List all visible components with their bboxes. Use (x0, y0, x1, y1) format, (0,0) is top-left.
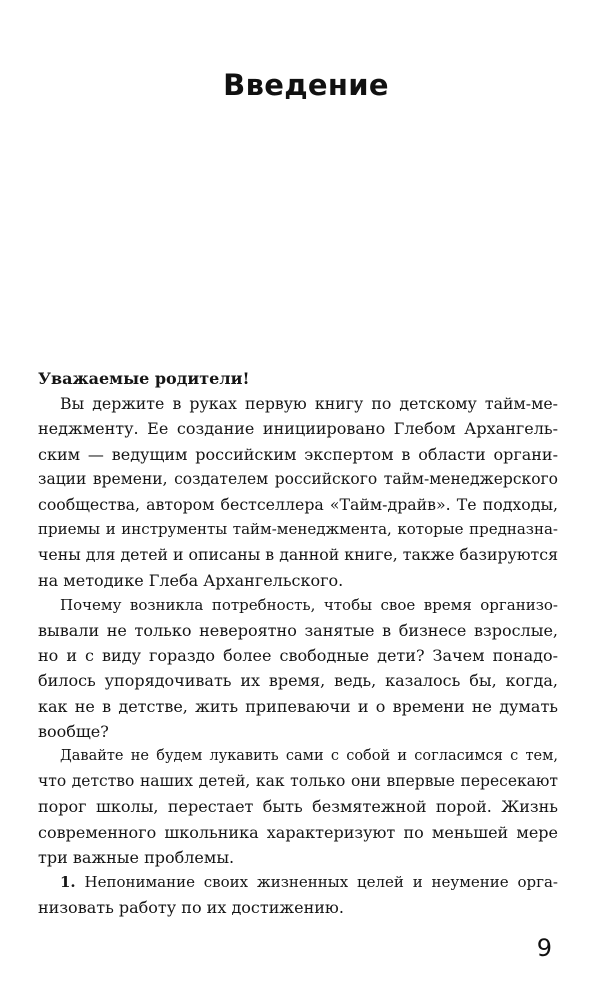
text-line: три важные проблемы. (38, 847, 235, 867)
list-number: 1. (60, 873, 76, 892)
list-text: Непонимание своих жизненных целей и неумение орга- (75, 873, 558, 892)
text-line (38, 870, 558, 895)
page-number: 9 (536, 934, 552, 962)
list-item-1 (38, 870, 558, 920)
greeting: Уважаемые родители! (38, 369, 250, 388)
text-line: вообще? (38, 721, 109, 741)
paragraph-2 (38, 593, 558, 744)
text-line: Давайте не будем лукавить сами с собой и согласимся с тем, (60, 748, 558, 765)
text-line: зации времени, создателем российского тайм-менеджерского (38, 469, 558, 488)
text-line: неджменту. Ее создание инициировано Глебом Архангель- (38, 419, 558, 439)
text-line: ским — ведущим российским экспертом в области органи- (38, 444, 558, 464)
text-line: современного школьника характеризуют по меньшей мере (38, 822, 558, 842)
chapter-title: Введение (223, 68, 389, 102)
text-line: что детство наших детей, как только они впервые пересекают (38, 772, 558, 791)
text-line: чены для детей и описаны в данной книге, также базируются (38, 545, 558, 565)
text-line: на методике Глеба Архангельского. (38, 570, 344, 590)
text-line: сообщества, автором бестселлера «Тайм-драйв». Те подходы, (38, 495, 558, 515)
text-line: но и с виду гораздо более свободные дети? Зачем понадо- (38, 646, 558, 666)
text-line: низовать работу по их достижению. (38, 898, 344, 918)
text-line: Вы держите в руках первую книгу по детскому тайм-ме- (60, 394, 558, 414)
text-line: порог школы, перестает быть безмятежной порой. Жизнь (38, 797, 558, 817)
paragraph-3 (38, 744, 558, 870)
paragraph-1 (38, 391, 558, 593)
text-line: билось упорядочивать их время, ведь, казалось бы, когда, (38, 671, 558, 691)
text-line: как не в детстве, жить припеваючи и о времени не думать (38, 696, 558, 716)
text-line: Почему возникла потребность, чтобы свое время организо- (60, 595, 558, 614)
text-line: приемы и инструменты тайм-менеджмента, которые предназна- (38, 520, 558, 539)
body-text (38, 366, 558, 920)
text-line: вывали не только невероятно занятые в бизнесе взрослые, (38, 621, 558, 641)
